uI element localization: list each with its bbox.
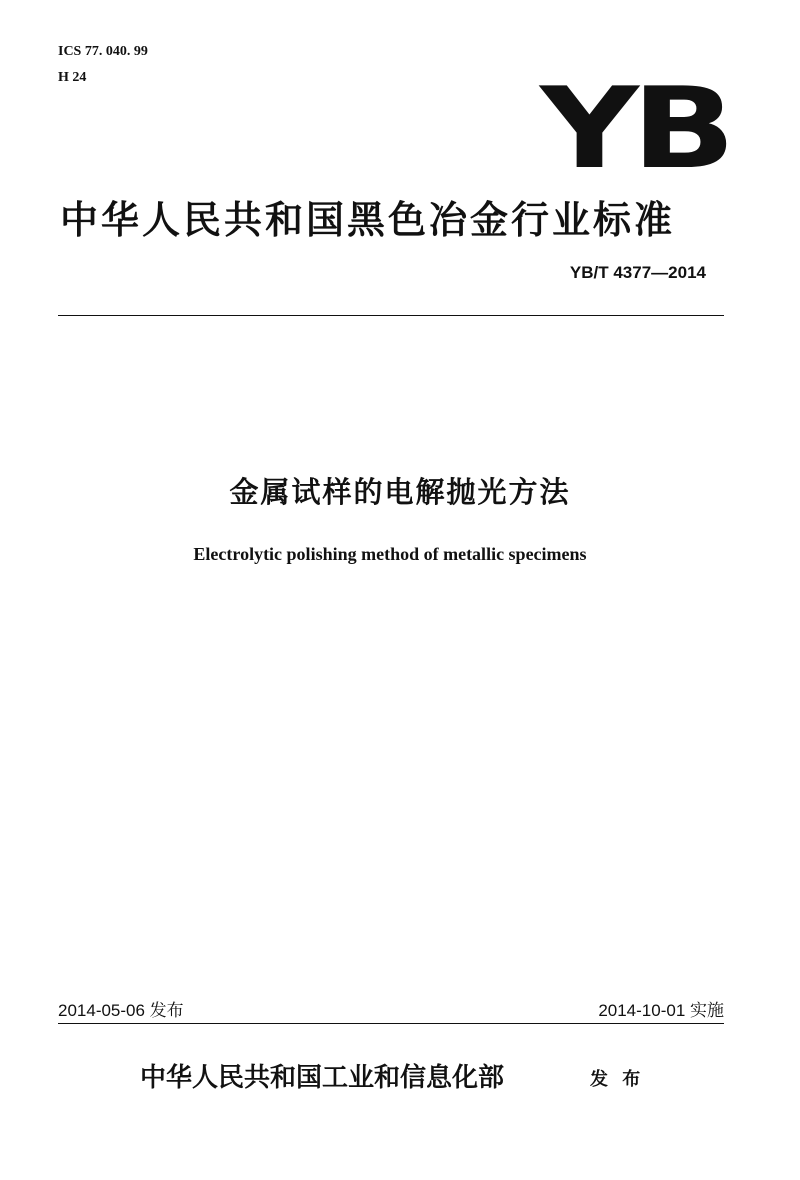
classification-code: H 24 xyxy=(58,70,87,85)
yb-logo: YB xyxy=(540,64,729,194)
industry-standard-heading: 中华人民共和国黑色冶金行业标准 xyxy=(60,198,676,242)
ics-code: ICS 77. 040. 99 xyxy=(58,44,148,59)
publisher-name: 中华人民共和国工业和信息化部 xyxy=(140,1063,505,1093)
document-title-english: Electrolytic polishing method of metallic specimens xyxy=(193,544,587,564)
publish-label: 发 布 xyxy=(590,1069,645,1090)
document-title-chinese: 金属试样的电解抛光方法 xyxy=(229,475,571,509)
standard-number: YB/T 4377—2014 xyxy=(569,263,706,282)
top-divider xyxy=(58,315,724,316)
bottom-divider xyxy=(58,1023,724,1024)
publication-date: 2014-05-06 发布 xyxy=(58,1001,184,1020)
implementation-date: 2014-10-01 实施 xyxy=(598,1001,724,1020)
